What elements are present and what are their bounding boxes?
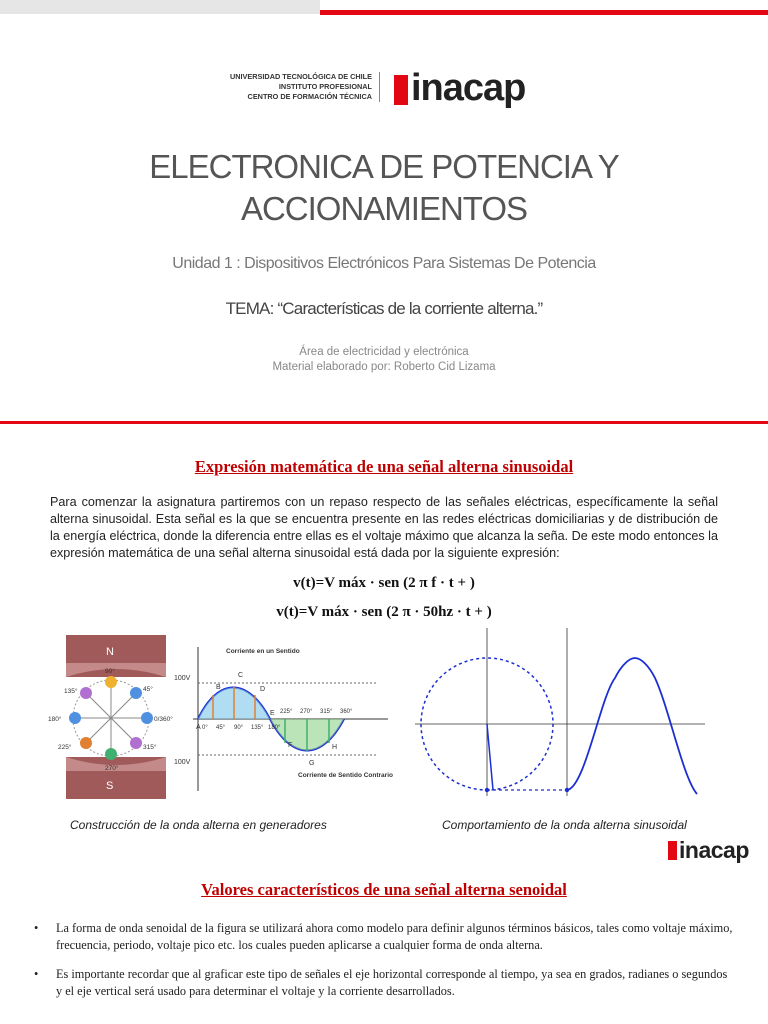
wave-angle: 270° (300, 709, 313, 715)
phasor-vector (487, 724, 493, 790)
section2-heading: Valores característicos de una señal alterna senoidal (201, 880, 567, 899)
inacap-logo-text: inacap (411, 67, 526, 109)
phasor-figure (415, 628, 710, 800)
point-label: B (216, 684, 221, 691)
angle-label: 135° (64, 688, 78, 695)
label-positive-current: Corriente en un Sentido (226, 648, 300, 655)
caption-left: Construcción de la onda alterna en generadores (70, 818, 327, 832)
angle-label: 315° (143, 744, 157, 751)
vmax-pos-label: 100V (174, 675, 191, 682)
wave-angle: 135° (251, 725, 264, 731)
pole-s-label: S (106, 780, 114, 792)
university-text (222, 72, 372, 102)
pole-n-label: N (106, 646, 114, 658)
institute-line: INSTITUTO PROFESIONAL (278, 82, 372, 91)
sine-wave-right (567, 658, 697, 794)
author-line: Material elaborado por: Roberto Cid Lizama (272, 361, 496, 373)
point-label: D (260, 686, 266, 693)
angle-label: 0/360° (154, 716, 173, 723)
area-credits (0, 345, 768, 375)
top-gray-bar (0, 0, 320, 14)
inacap-logo (394, 68, 525, 108)
cover-title-line2: ACCIONAMIENTOS (240, 190, 528, 227)
wave-angle: 225° (280, 709, 293, 715)
wave-angle: 360° (340, 709, 353, 715)
angle-label: 90° (105, 668, 115, 675)
coil-point-c (105, 676, 117, 688)
cover-title (0, 146, 768, 230)
label-negative-current: Corriente de Sentido Contrario (298, 772, 393, 779)
list-item (34, 920, 734, 954)
wave-angle: 0° (202, 725, 208, 731)
inacap-logo-small-text: inacap (679, 837, 749, 863)
bullet-text: Es importante recordar que al graficar este tipo de señales el eje horizontal corresponde al tiempo, ya sea en grados, radianes o segundos y el eje vertical será usado para determinar el voltaje y la corriente desarrollados. (56, 967, 728, 998)
inacap-logo-small (668, 838, 749, 862)
cover-title-line1: ELECTRONICA DE POTENCIA Y (149, 148, 619, 185)
wave-angle: 180° (268, 725, 281, 731)
angle-label: 270° (105, 765, 119, 772)
angle-label: 180° (48, 716, 62, 723)
point-label: G (309, 760, 315, 767)
university-line: UNIVERSIDAD TECNOLÓGICA DE CHILE (229, 72, 372, 81)
area-line: Área de electricidad y electrónica (299, 346, 469, 358)
point-label: C (238, 672, 244, 679)
caption-right: Comportamiento de la onda alterna sinusoidal (442, 818, 687, 832)
section1-heading: Expresión matemática de una señal alterna sinusoidal (194, 457, 574, 476)
formula-general: v(t)=V máx · sen (2 π f · t + ) (293, 575, 475, 591)
top-red-bar (320, 10, 768, 15)
point-label: A (196, 724, 201, 731)
inacap-logo-small-mark (668, 841, 677, 860)
vmax-neg-label: 100V (174, 759, 191, 766)
section1-paragraph: Para comenzar la asignatura partiremos con un repaso respecto de las señales eléctricas, específicamente la señal alterna sinusoidal. Esta señal es la que se encuentra presente en las redes eléctricas domiciliarias y de distribución de la energía eléctrica, donde la diferencia entre ellas es el voltaje máximo que alcanza la seña. De este modo entonces la expresión matemática de una señal alterna sinusoidal está dada por la siguiente expresión: (50, 495, 718, 560)
point-label: E (270, 710, 275, 717)
point-label: F (288, 742, 293, 749)
wave-angle: 45° (216, 725, 226, 731)
cft-line: CENTRO DE FORMACIÓN TÉCNICA (247, 92, 372, 101)
header-logo-block (222, 68, 552, 108)
angle-label: 225° (58, 744, 72, 751)
unit-subtitle: Unidad 1 : Dispositivos Electrónicos Para Sistemas De Potencia (172, 255, 596, 272)
angle-label: 45° (143, 686, 153, 693)
point-label: H (332, 744, 338, 751)
list-item (34, 966, 734, 1000)
wave-angle: 90° (234, 725, 244, 731)
bullet-icon: • (34, 967, 39, 981)
formula-50hz: v(t)=V máx · sen (2 π · 50hz · t + ) (276, 604, 492, 620)
generator-figure (48, 633, 393, 803)
inacap-logo-mark (394, 75, 408, 105)
bullet-text: La forma de onda senoidal de la figura se utilizará ahora como modelo para definir algunos términos básicos, tales como voltaje máximo, frecuencia, periodo, voltaje pico etc. los cuales pueden aplicarse a cualquier forma de onda alterna. (56, 921, 733, 952)
logo-separator (379, 72, 380, 102)
bullet-icon: • (34, 921, 39, 935)
wave-angle: 315° (320, 709, 333, 715)
tema-subtitle: TEMA: “Características de la corriente alterna.” (225, 299, 543, 318)
page-divider (0, 421, 768, 424)
